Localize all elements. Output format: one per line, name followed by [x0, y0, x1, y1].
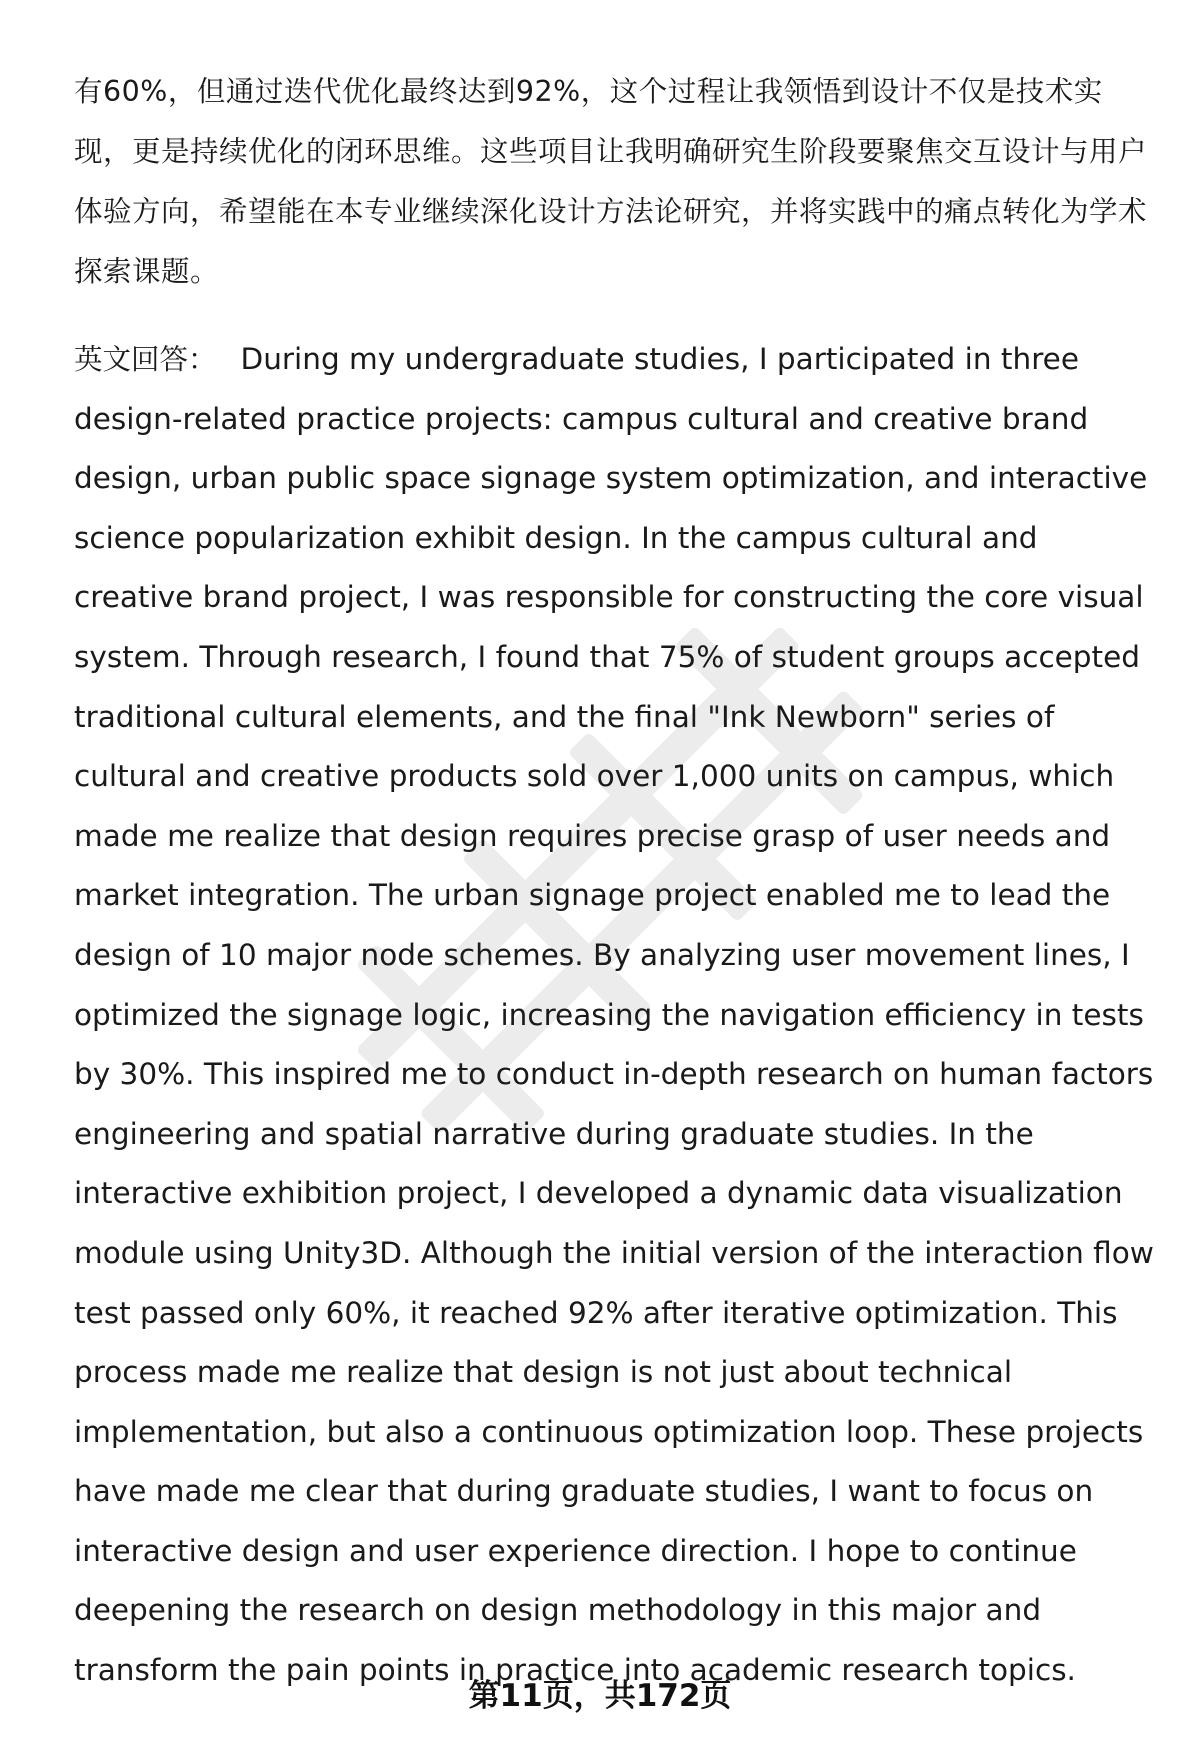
document-page: [74, 62, 1160, 1701]
english-answer-label: 英文回答：: [74, 343, 217, 376]
chinese-answer-paragraph: 有60%，但通过迭代优化最终达到92%，这个过程让我领悟到设计不仅是技术实现，更是持续优化的闭环思维。这些项目让我明确研究生阶段要聚焦交互设计与用户体验方向，希望能在本专业继续深化设计方法论研究，并将实践中的痛点转化为学术探索课题。: [74, 75, 1148, 288]
page-number-footer: 第11页，共172页: [468, 1678, 732, 1714]
english-answer-paragraph: [74, 330, 1160, 1701]
english-answer-text: During my undergraduate studies, I participated in three design-related practice projects: campus cultural and creative brand design, urban public space signage system optimization, and interactive science popularization exhibit design. In the campus cultural and creative brand project, I was responsible for constructing the core visual system. Through research, I found that 75% of student groups accepted traditional cultural elements, and the final "Ink Newborn" series of cultural and creative products sold over 1,000 units on campus, which made me realize that design requires precise grasp of user needs and market integration. The urban signage project enabled me to lead the design of 10 major node schemes. By analyzing user movement lines, I optimized the signage logic, increasing the navigation efficiency in tests by 30%. This inspired me to conduct in-depth research on human factors engineering and spatial narrative during graduate studies. In the interactive exhibition project, I developed a dynamic data visualization module using Unity3D. Although the initial version of the interaction flow test passed only 60%, it reached 92% after iterative optimization. This process made me realize that design is not just about technical implementation, but also a continuous optimization loop. These projects have made me clear that during graduate studies, I want to focus on interactive design and user experience direction. I hope to continue deepening the research on design methodology in this major and transform the pain points in practice into academic research topics.: [74, 342, 1154, 1688]
